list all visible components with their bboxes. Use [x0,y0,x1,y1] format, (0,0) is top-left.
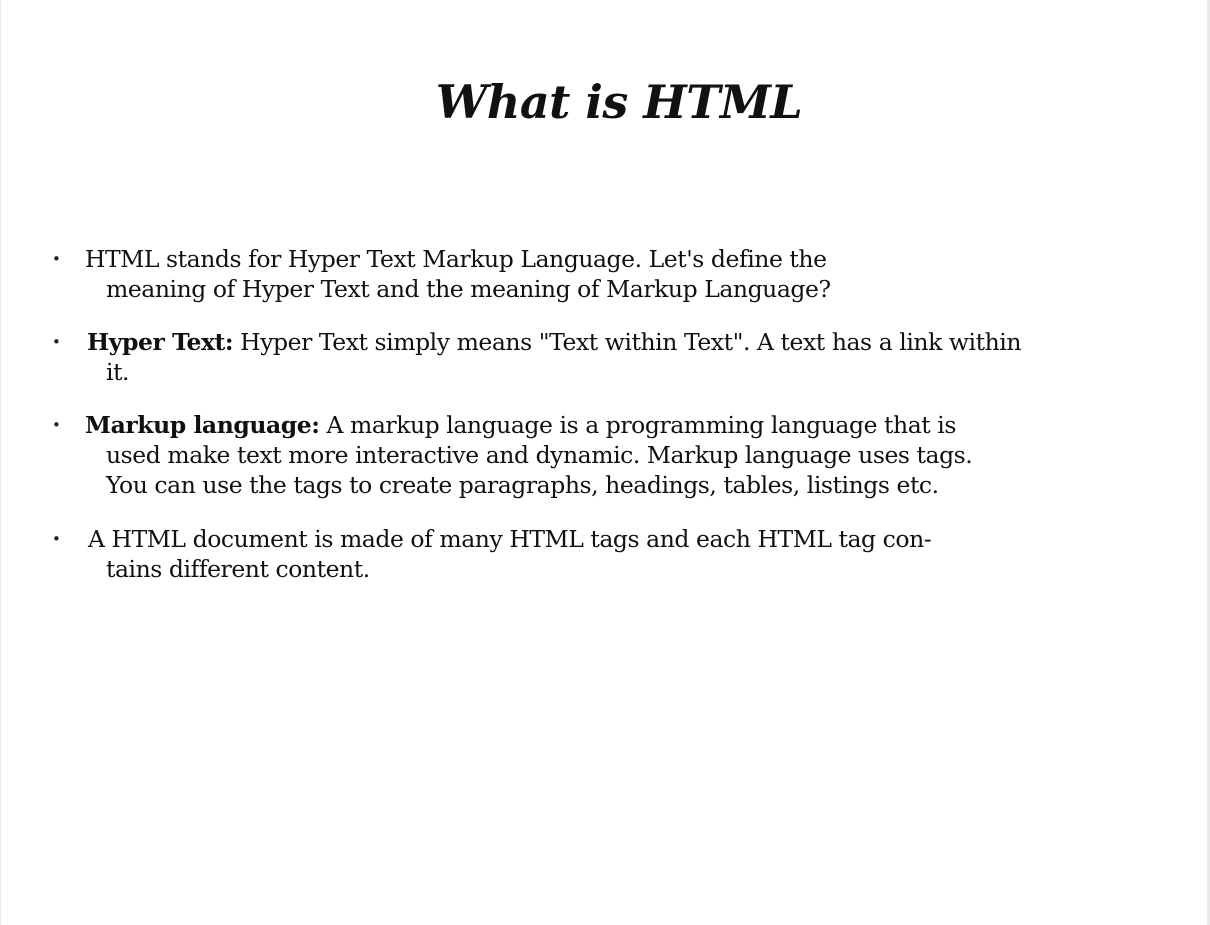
bullet-first-line [85,410,956,440]
bullet-text-line: Hyper Text simply means "Text within Text". A text has a link within [233,328,1022,356]
bullet-term: Markup language: [85,411,320,439]
bullet-list [1,0,1210,925]
bullet-text-line: it. [106,358,130,386]
bullet-text-line: meaning of Hyper Text and the meaning of Markup Language? [106,275,831,303]
bullet-text-line: A HTML document is made of many HTML tags and each HTML tag con- [88,525,932,553]
bullet-term: Hyper Text: [87,328,234,356]
bullet-text-line: tains different content. [106,555,370,583]
bullet-text-line: HTML stands for Hyper Text Markup Language. Let's define the [85,245,827,273]
bullet-marker: • [52,416,61,434]
bullet-marker: • [52,530,61,548]
bullet-marker: • [52,250,61,268]
slide-title: What is HTML [435,75,803,129]
bullet-marker: • [52,333,61,351]
bullet-text-line: A markup language is a programming language that is [319,411,956,439]
bullet-text-line: You can use the tags to create paragraphs, headings, tables, listings etc. [106,471,939,499]
bullet-text-line: used make text more interactive and dynamic. Markup language uses tags. [106,441,973,469]
bullet-first-line [87,327,1021,357]
